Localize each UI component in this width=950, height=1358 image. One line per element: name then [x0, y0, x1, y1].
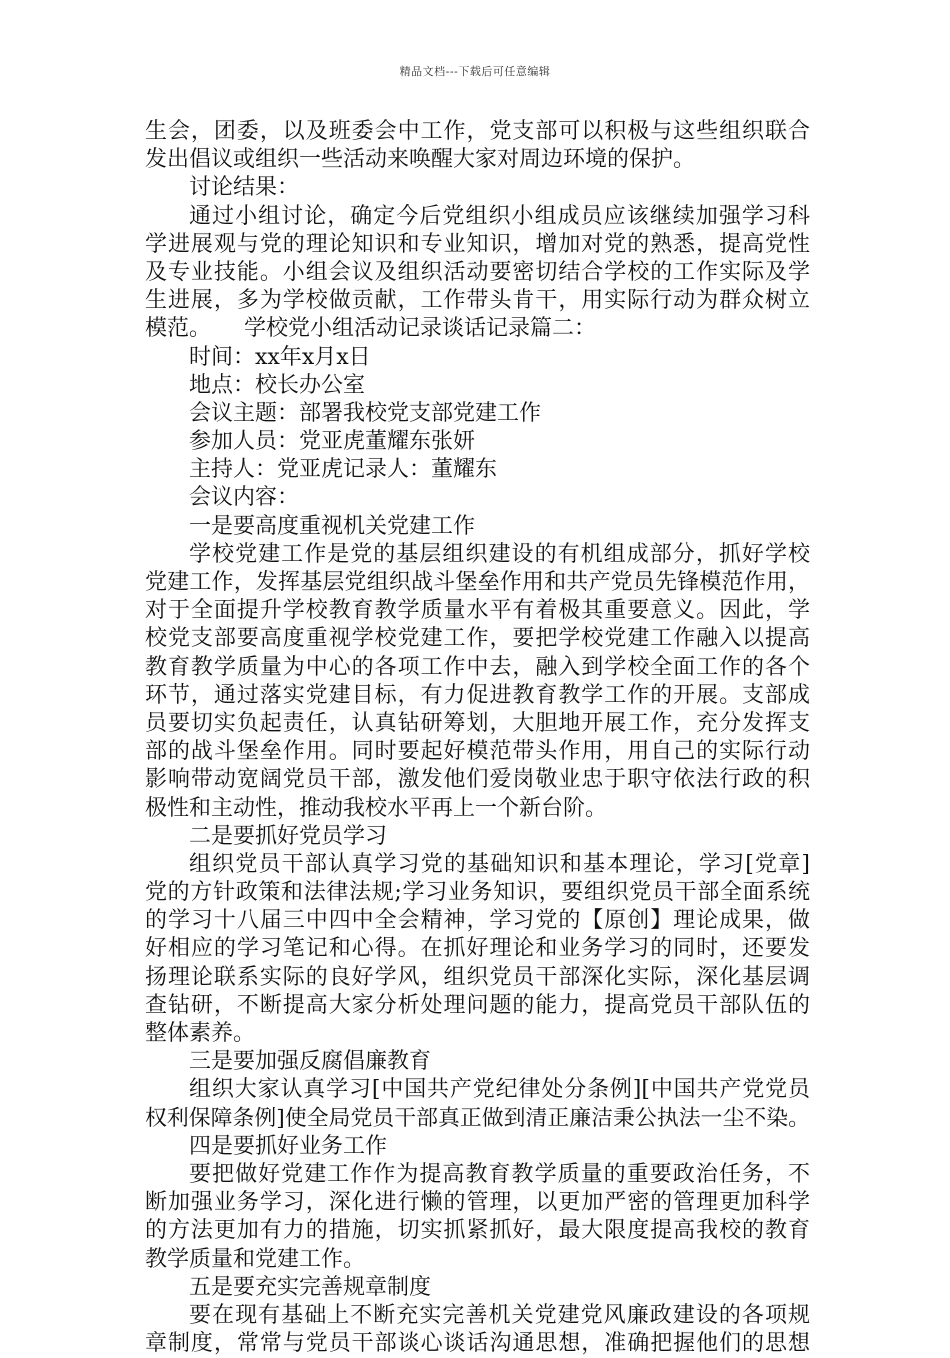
- text-line: 要在现有基础上不断充实完善机关党建党风廉政建设的各项规: [189, 1302, 810, 1328]
- text-line: 生进展，多为学校做贡献，工作带头肯干，用实际行动为群众树立: [145, 288, 810, 314]
- text-line: 模范。 学校党小组活动记录谈话记录篇二：: [145, 316, 597, 342]
- text-line: 组织大家认真学习[中国共产党纪律处分条例][中国共产党党员: [189, 1077, 810, 1103]
- text-line: 党的方针政策和法律法规;学习业务知识，要组织党员干部全面系统: [145, 880, 810, 906]
- text-line: 生会，团委，以及班委会中工作，党支部可以积极与这些组织联合: [145, 119, 810, 144]
- text-line: 组织党员干部认真学习党的基础知识和基本理论，学习[党章]: [189, 851, 810, 877]
- text-line: 员要切实负起责任，认真钻研筹划，大胆地开展工作，充分发挥支: [145, 710, 810, 736]
- text-line: 对于全面提升学校教育教学质量水平有着极其重要意义。因此，学: [145, 598, 810, 624]
- text-line: 党建工作，发挥基层党组织战斗堡垒作用和共产党员先锋模范作用，: [145, 570, 810, 595]
- text-line: 参加人员：党亚虎董耀东张妍: [189, 429, 476, 455]
- text-line: 时间：xx年x月x日: [189, 344, 371, 370]
- text-line: 部的战斗堡垒作用。同时要起好模范带头作用，用自己的实际行动: [145, 739, 810, 765]
- text-line: 查钻研，不断提高大家分析处理问题的能力，提高党员干部队伍的: [145, 992, 810, 1018]
- text-line: 权利保障条例]使全局党员干部真正做到清正廉洁秉公执法一尘不染。: [145, 1105, 810, 1131]
- text-line: 主持人：党亚虎记录人：董耀东: [189, 457, 498, 483]
- text-line: 三是要加强反腐倡廉教育: [189, 1049, 432, 1075]
- text-line: 好相应的学习笔记和心得。在抓好理论和业务学习的同时，还要发: [145, 936, 810, 962]
- text-line: 要把做好党建工作作为提高教育教学质量的重要政治任务，不: [189, 1161, 810, 1187]
- text-line: 教学质量和党建工作。: [145, 1246, 366, 1272]
- text-line: 地点：校长办公室: [189, 372, 366, 398]
- text-line: 极性和主动性，推动我校水平再上一个新台阶。: [145, 795, 608, 821]
- text-line: 环节，通过落实党建目标，有力促进教育教学工作的开展。支部成: [145, 682, 810, 708]
- text-line: 五是要充实完善规章制度: [189, 1274, 432, 1300]
- text-line: 扬理论联系实际的良好学风，组织党员干部深化实际，深化基层调: [145, 964, 810, 990]
- text-line: 的方法更加有力的措施，切实抓紧抓好，最大限度提高我校的教育: [145, 1218, 810, 1244]
- text-line: 整体素养。: [145, 1021, 256, 1046]
- text-line: 一是要高度重视机关党建工作: [189, 513, 476, 539]
- text-line: 讨论结果：: [189, 175, 300, 201]
- text-line: 学校党建工作是党的基层组织建设的有机组成部分，抓好学校: [189, 541, 810, 567]
- text-line: 的学习十八届三中四中全会精神，学习党的【原创】理论成果，做: [145, 908, 810, 934]
- text-line: 会议内容：: [189, 485, 300, 511]
- text-line: 及专业技能。小组会议及组织活动要密切结合学校的工作实际及学: [145, 259, 810, 285]
- text-line: 章制度，常常与党员干部谈心谈话沟通思想，准确把握他们的思想: [145, 1331, 810, 1357]
- text-line: 通过小组讨论，确定今后党组织小组成员应该继续加强学习科: [189, 203, 810, 229]
- text-line: 学进展观与党的理论知识和专业知识，增加对党的熟悉，提高党性: [145, 231, 810, 257]
- text-line: 四是要抓好业务工作: [189, 1133, 388, 1159]
- text-line: 会议主题：部署我校党支部党建工作: [189, 400, 542, 426]
- document-body: [145, 118, 810, 1358]
- text-line: 教育教学质量为中心的各项工作中去，融入到学校全面工作的各个: [145, 654, 810, 680]
- page-header: 精品文档---下载后可任意编辑: [399, 65, 551, 78]
- text-line: 二是要抓好党员学习: [189, 823, 388, 849]
- text-line: 校党支部要高度重视学校党建工作，要把学校党建工作融入以提高: [145, 626, 810, 652]
- text-line: 断加强业务学习，深化进行懒的管理，以更加严密的管理更加科学: [145, 1190, 810, 1216]
- text-line: 影响带动宽阔党员干部，激发他们爱岗敬业忠于职守依法行政的积: [145, 767, 810, 793]
- text-line: 发出倡议或组织一些活动来唤醒大家对周边环境的保护。: [145, 147, 696, 173]
